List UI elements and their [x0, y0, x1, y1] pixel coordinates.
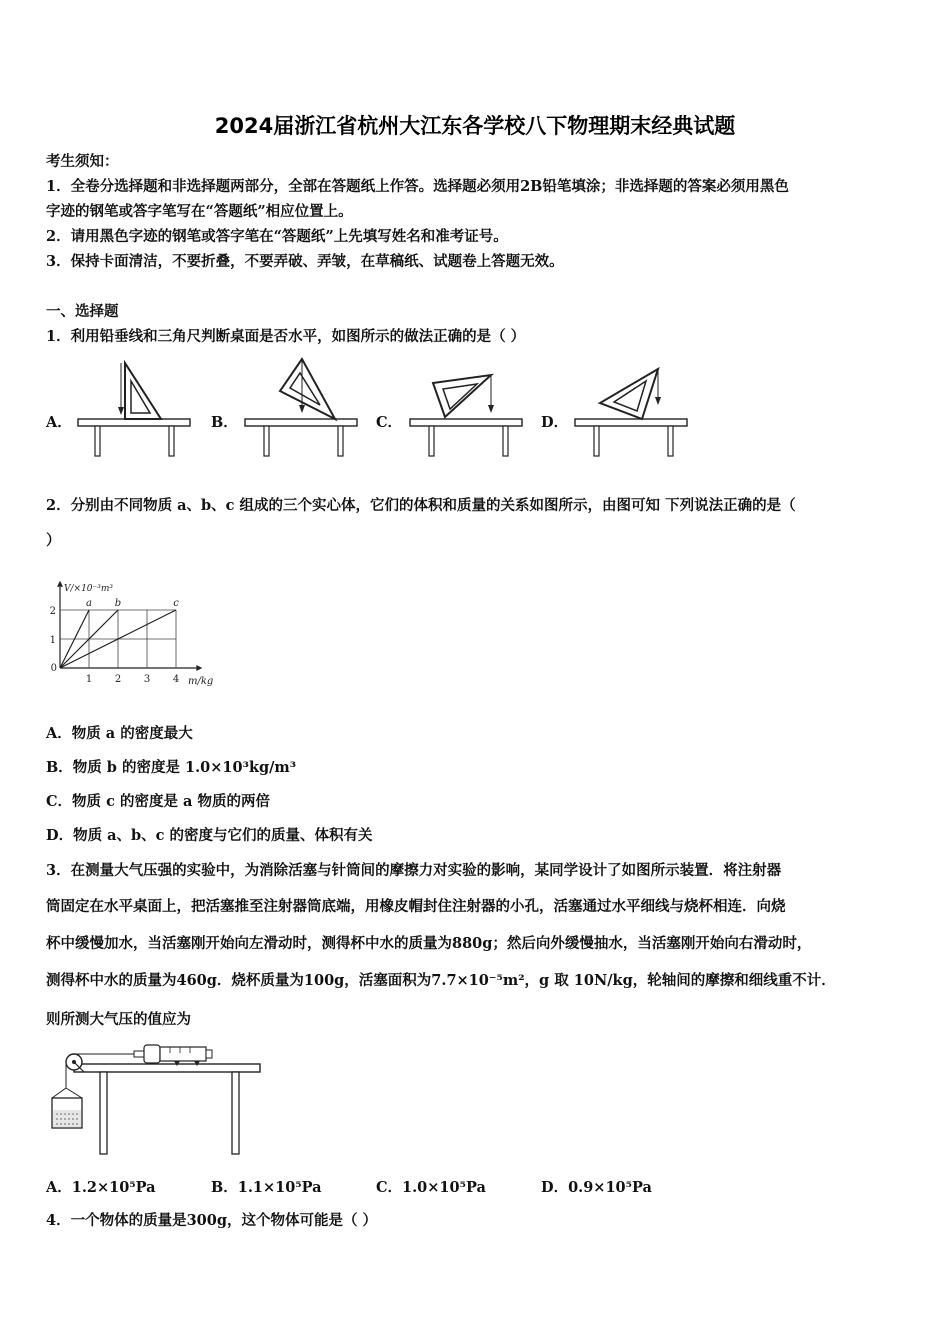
q1-figure-a — [75, 355, 195, 460]
q3-syringe-apparatus — [44, 1040, 269, 1158]
q1-figure-d — [570, 355, 695, 460]
question-4-stem: 4．一个物体的质量是300g，这个物体可能是（ ） — [46, 1212, 378, 1229]
chart-series-label-a: a — [86, 598, 92, 609]
question-2-stem-tail: ） — [46, 532, 61, 549]
q3-option-a: A．1.2×10⁵Pa — [46, 1179, 156, 1196]
question-1-stem: 1．利用铅垂线和三角尺判断桌面是否水平，如图所示的做法正确的是（ ） — [46, 328, 526, 345]
q2-volume-mass-chart — [40, 565, 230, 690]
notice-item: 字迹的钢笔或答字笔写在“答题纸”相应位置上。 — [46, 203, 353, 220]
question-3-line: 3．在测量大气压强的实验中，为消除活塞与针筒间的摩擦力对实验的影响，某同学设计了如图所示装置．将注射器 — [46, 862, 782, 879]
q1-figure-c — [405, 355, 530, 460]
q2-option-b: B．物质 b 的密度是 1.0×10³kg/m³ — [46, 759, 297, 776]
chart-series-label-c: c — [173, 598, 179, 609]
q3-option-d: D．0.9×10⁵Pa — [541, 1179, 652, 1196]
question-3-line: 筒固定在水平桌面上，把活塞推至注射器筒底端，用橡皮帽封住注射器的小孔，活塞通过水平细线与烧杯相连．向烧 — [46, 898, 786, 915]
question-3-line: 测得杯中水的质量为460g．烧杯质量为100g，活塞面积为7.7×10⁻⁵m²，g 取 10N/kg，轮轴间的摩擦和细线重不计． — [46, 972, 836, 989]
chart-x-axis-label: m/kg — [188, 676, 214, 687]
notice-item: 1．全卷分选择题和非选择题两部分，全部在答题纸上作答。选择题必须用2B铅笔填涂；非选择题的答案必须用黑色 — [46, 178, 789, 195]
section-heading: 一、选择题 — [46, 303, 119, 320]
q3-option-b: B．1.1×10⁵Pa — [211, 1179, 322, 1196]
chart-x-tick: 3 — [143, 674, 151, 685]
question-3-line: 则所测大气压的值应为 — [46, 1011, 191, 1028]
notice-item: 2．请用黑色字迹的钢笔或答字笔在“答题纸”上先填写姓名和准考证号。 — [46, 228, 508, 245]
page-title: 2024届浙江省杭州大江东各学校八下物理期末经典试题 — [214, 114, 736, 138]
chart-origin-label: 0 — [50, 663, 57, 674]
q1-option-a-label: A． — [46, 414, 72, 431]
chart-y-tick: 1 — [49, 635, 56, 646]
question-3-line: 杯中缓慢加水，当活塞刚开始向左滑动时，测得杯中水的质量为880g；然后向外缓慢抽水，当活塞刚开始向右滑动时， — [46, 935, 812, 952]
chart-y-axis-label: V/×10⁻³m³ — [64, 583, 114, 594]
chart-y-axis-arrow — [57, 581, 63, 587]
q2-option-c: C．物质 c 的密度是 a 物质的两倍 — [46, 793, 270, 810]
notice-item: 3．保持卡面清洁，不要折叠，不要弄破、弄皱，在草稿纸、试题卷上答题无效。 — [46, 253, 564, 270]
q1-figure-b — [240, 355, 365, 460]
chart-x-tick: 4 — [172, 674, 180, 685]
q3-option-c: C．1.0×10⁵Pa — [376, 1179, 486, 1196]
notice-heading: 考生须知： — [46, 153, 119, 170]
question-2-stem: 2．分别由不同物质 a、b、c 组成的三个实心体，它们的体积和质量的关系如图所示，由图可知 下列说法正确的是（ — [46, 497, 796, 514]
chart-y-tick: 2 — [49, 606, 56, 617]
q2-option-a: A．物质 a 的密度最大 — [46, 725, 193, 742]
chart-x-tick: 2 — [114, 674, 122, 685]
q2-option-d: D．物质 a、b、c 的密度与它们的质量、体积有关 — [46, 827, 373, 844]
q1-option-d-label: D． — [541, 414, 569, 431]
q1-option-b-label: B． — [211, 414, 238, 431]
chart-series-label-b: b — [114, 598, 122, 609]
q1-option-c-label: C． — [376, 414, 403, 431]
chart-x-axis-arrow — [196, 665, 202, 671]
chart-x-tick: 1 — [85, 674, 93, 685]
